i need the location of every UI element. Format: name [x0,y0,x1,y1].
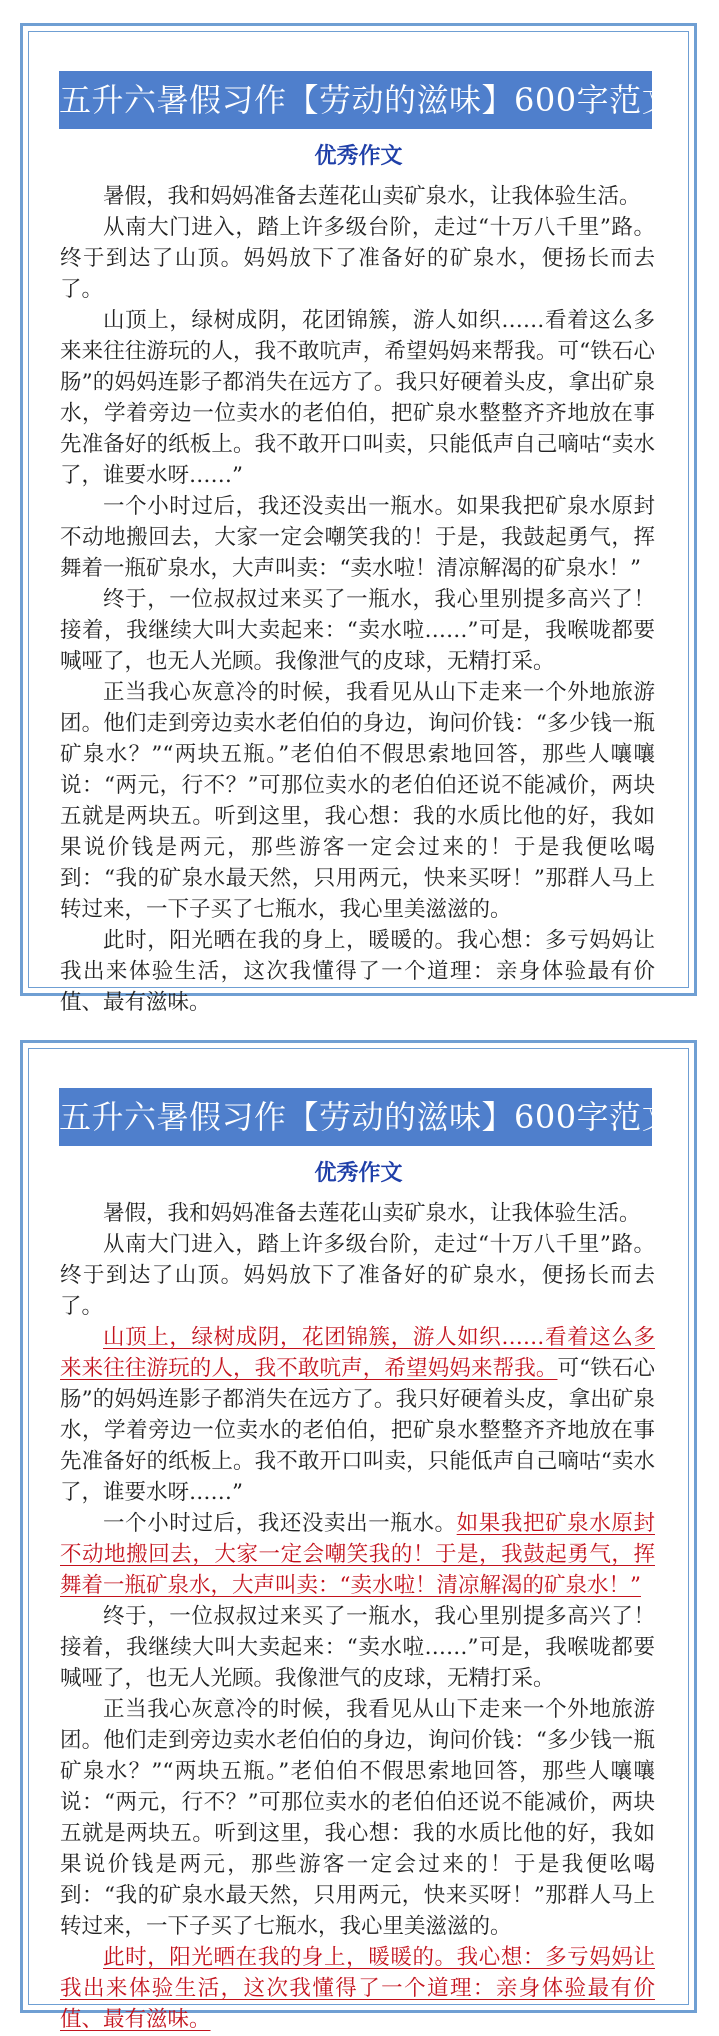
essay-body [60,1198,655,2035]
paragraph-1: 暑假，我和妈妈准备去莲花山卖矿泉水，让我体验生活。 [103,184,641,209]
essay-title: 五升六暑假习作【劳动的滋味】600字范文 [59,1088,652,1146]
paragraph-3: 山顶上，绿树成阴，花团锦簇，游人如织……看着这么多来来往往游玩的人，我不敢吭声，希望妈妈来帮我。可“铁石心肠”的妈妈连影子都消失在远方了。我只好硬着头皮，拿出矿泉水，学着旁边一位卖水的老伯伯，把矿泉水整整齐齐地放在事先准备好的纸板上。我不敢开口叫卖，只能低声自己嘀咕“卖水了，谁要水呀……” [60,308,655,488]
highlighted-sentence: 此时，阳光晒在我的身上，暖暖的。我心想：多亏妈妈让我出来体验生活，这次我懂得了一个道理：亲身体验最有价值、最有滋味。 [60,1945,655,2032]
essay-subheading: 优秀作文 [314,1161,403,1186]
paragraph-6: 正当我心灰意冷的时候，我看见从山下走来一个外地旅游团。他们走到旁边卖水老伯伯的身边，询问价钱：“多少钱一瓶矿泉水？”“两块五瓶。”老伯伯不假思索地回答，那些人嚷嚷说：“两元，行不？”可那位卖水的老伯伯还说不能减价，两块五就是两块五。听到这里，我心想：我的水质比他的好，我如果说价钱是两元，那些游客一定会过来的！于是我便吆喝到：“我的矿泉水最天然，只用两元，快来买呀！”那群人马上转过来，一下子买了七瓶水，我心里美滋滋的。 [60,680,655,922]
essay-card-annotated [20,1040,697,2032]
paragraph-7 [60,1942,655,2035]
paragraph-3: 山顶上，绿树成阴，花团锦簇，游人如织……看着这么多来来往往游玩的人，我不敢吭声，希望妈妈来帮我。可“铁石心肠”的妈妈连影子都消失在远方了。我只好硬着头皮，拿出矿泉水，学着旁边一位卖水的老伯伯，把矿泉水整整齐齐地放在事先准备好的纸板上。我不敢开口叫卖，只能低声自己嘀咕“卖水了，谁要水呀……” [60,1325,655,1505]
paragraph-1: 暑假，我和妈妈准备去莲花山卖矿泉水，让我体验生活。 [103,1201,641,1226]
essay-body [60,181,655,1018]
paragraph-4: 一个小时过后，我还没卖出一瓶水。如果我把矿泉水原封不动地搬回去，大家一定会嘲笑我的！于是，我鼓起勇气，挥舞着一瓶矿泉水，大声叫卖：“卖水啦！清凉解渴的矿泉水！” [60,494,655,581]
paragraph-5: 终于，一位叔叔过来买了一瓶水，我心里别提多高兴了！接着，我继续大叫大卖起来：“卖水啦……”可是，我喉咙都要喊哑了，也无人光顾。我像泄气的皮球，无精打采。 [60,587,655,674]
paragraph-4: 一个小时过后，我还没卖出一瓶水。如果我把矿泉水原封不动地搬回去，大家一定会嘲笑我的！于是，我鼓起勇气，挥舞着一瓶矿泉水，大声叫卖：“卖水啦！清凉解渴的矿泉水！” [60,1511,655,1598]
paragraph-2: 从南大门进入，踏上许多级台阶，走过“十万八千里”路。终于到达了山顶。妈妈放下了准备好的矿泉水，便扬长而去了。 [60,1232,655,1319]
paragraph-5: 终于，一位叔叔过来买了一瓶水，我心里别提多高兴了！接着，我继续大叫大卖起来：“卖水啦……”可是，我喉咙都要喊哑了，也无人光顾。我像泄气的皮球，无精打采。 [60,1604,655,1691]
essay-title: 五升六暑假习作【劳动的滋味】600字范文 [59,71,652,129]
essay-subheading: 优秀作文 [314,144,403,169]
essay-card-plain [20,23,697,1015]
highlighted-sentence: 山顶上，绿树成阴，花团锦簇，游人如织……看着这么多来来往往游玩的人，我不敢吭声，希望妈妈来帮我。 [60,1325,655,1381]
highlighted-sentence: 如果我把矿泉水原封不动地搬回去，大家一定会嘲笑我的！于是，我鼓起勇气，挥舞着一瓶矿泉水，大声叫卖：“卖水啦！清凉解渴的矿泉水！” [60,1511,655,1598]
paragraph-2: 从南大门进入，踏上许多级台阶，走过“十万八千里”路。终于到达了山顶。妈妈放下了准备好的矿泉水，便扬长而去了。 [60,215,655,302]
paragraph-6: 正当我心灰意冷的时候，我看见从山下走来一个外地旅游团。他们走到旁边卖水老伯伯的身边，询问价钱：“多少钱一瓶矿泉水？”“两块五瓶。”老伯伯不假思索地回答，那些人嚷嚷说：“两元，行不？”可那位卖水的老伯伯还说不能减价，两块五就是两块五。听到这里，我心想：我的水质比他的好，我如果说价钱是两元，那些游客一定会过来的！于是我便吆喝到：“我的矿泉水最天然，只用两元，快来买呀！”那群人马上转过来，一下子买了七瓶水，我心里美滋滋的。 [60,1697,655,1939]
paragraph-7: 此时，阳光晒在我的身上，暖暖的。我心想：多亏妈妈让我出来体验生活，这次我懂得了一个道理：亲身体验最有价值、最有滋味。 [60,928,655,1015]
